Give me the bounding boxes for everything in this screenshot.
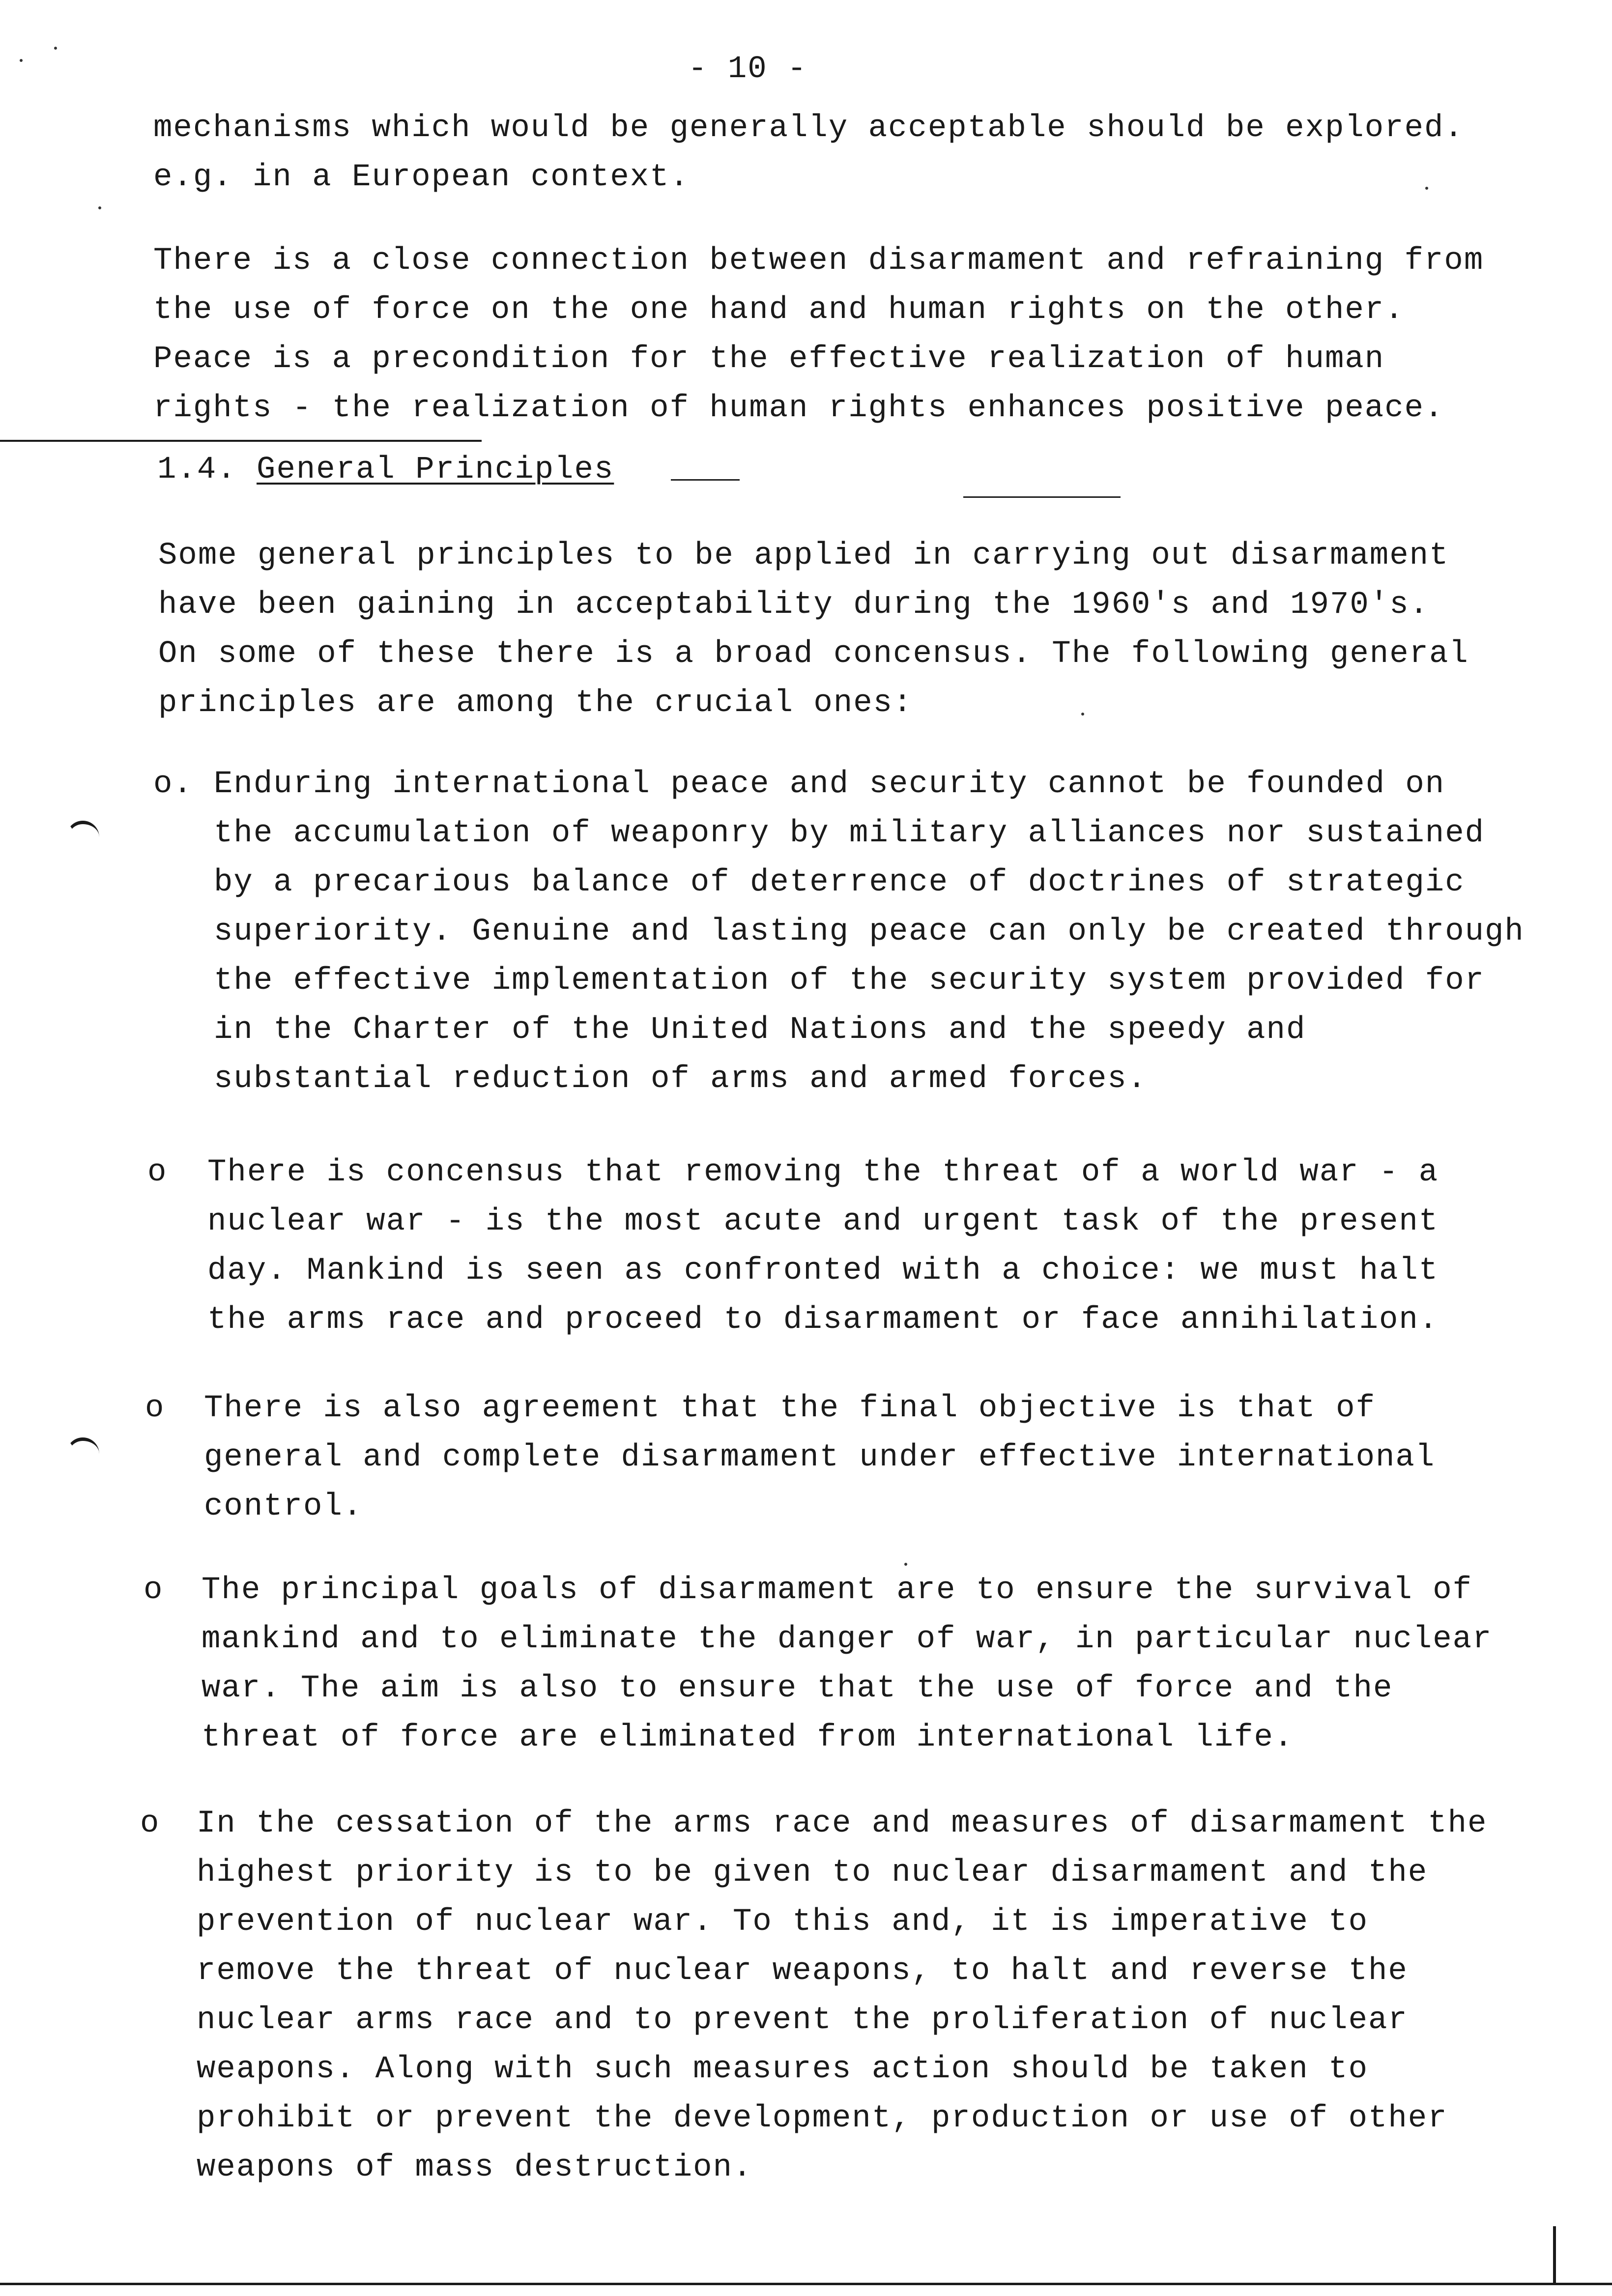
page-bottom-rule	[0, 2283, 1612, 2285]
bullet-line: remove the threat of nuclear weapons, to halt and reverse the	[197, 1953, 1408, 1989]
section-divider	[0, 440, 482, 442]
section-heading	[157, 452, 614, 488]
bullet-line: There is also agreement that the final objective is that of	[204, 1391, 1376, 1426]
section-intro-line: Some general principles to be applied in carrying out disarmament	[158, 538, 1449, 574]
bullet-marker: o.	[153, 767, 193, 802]
bullet-line: nuclear arms race and to prevent the proliferation of nuclear	[197, 2003, 1408, 2038]
bullet-line: in the Charter of the United Nations and the speedy and	[214, 1012, 1306, 1048]
bullet-line: by a precarious balance of deterrence of doctrines of strategic	[214, 865, 1465, 900]
scan-speck	[1081, 713, 1084, 716]
section-intro-line: On some of these there is a broad concensus. The following general	[158, 636, 1469, 672]
intro-line: mechanisms which would be generally acceptable should be explored.	[153, 111, 1464, 146]
scan-speck	[1425, 187, 1428, 190]
bullet-line: control.	[204, 1489, 363, 1524]
bullet-line: the effective implementation of the security system provided for	[214, 963, 1485, 999]
bullet-line: prohibit or prevent the development, production or use of other	[197, 2101, 1448, 2136]
bullet-line: war. The aim is also to ensure that the use of force and the	[202, 1671, 1393, 1706]
page-number: - 10 -	[688, 52, 807, 87]
bullet-line: Enduring international peace and security cannot be founded on	[214, 767, 1445, 802]
bullet-line: day. Mankind is seen as confronted with a choice: we must halt	[207, 1253, 1439, 1289]
bullet-marker: o	[140, 1806, 160, 1841]
bullet-line: In the cessation of the arms race and measures of disarmament the	[197, 1806, 1488, 1841]
section-intro-line: have been gaining in acceptability during the 1960's and 1970's.	[158, 587, 1429, 623]
scan-speck	[54, 47, 57, 50]
bullet-line: The principal goals of disarmament are to ensure the survival of	[202, 1573, 1472, 1608]
bullet-line: There is concensus that removing the threat of a world war - a	[207, 1155, 1439, 1190]
bullet-line: weapons of mass destruction.	[197, 2150, 753, 2185]
bullet-line: mankind and to eliminate the danger of war, in particular nuclear	[202, 1622, 1493, 1657]
bullet-marker: o	[147, 1155, 168, 1190]
bullet-marker: o	[145, 1391, 165, 1426]
bullet-marker: o	[144, 1573, 164, 1608]
scan-speck	[904, 1563, 907, 1566]
bullet-line: superiority. Genuine and lasting peace can only be created through	[214, 914, 1525, 949]
margin-mark	[66, 1437, 99, 1459]
bullet-line: general and complete disarmament under effective international	[204, 1440, 1436, 1475]
bullet-line: prevention of nuclear war. To this and, it is imperative to	[197, 1904, 1368, 1940]
scan-speck	[98, 206, 101, 209]
margin-tick	[1553, 2226, 1556, 2285]
paragraph-line: the use of force on the one hand and human rights on the other.	[153, 292, 1405, 328]
bullet-line: highest priority is to be given to nuclear disarmament and the	[197, 1855, 1428, 1891]
section-intro-line: principles are among the crucial ones:	[158, 686, 913, 721]
intro-line: e.g. in a European context.	[153, 160, 690, 195]
paragraph-line: There is a close connection between disarmament and refraining from	[153, 243, 1484, 279]
section-title: General Principles	[257, 452, 614, 488]
decorative-dash	[963, 496, 1121, 498]
bullet-line: weapons. Along with such measures action should be taken to	[197, 2052, 1368, 2087]
bullet-line: threat of force are eliminated from international life.	[202, 1720, 1294, 1755]
bullet-line: the arms race and proceed to disarmament or face annihilation.	[207, 1302, 1439, 1338]
scan-speck	[20, 59, 23, 62]
bullet-line: substantial reduction of arms and armed forces.	[214, 1062, 1148, 1097]
decorative-dash	[671, 479, 740, 481]
paragraph-line: rights - the realization of human rights enhances positive peace.	[153, 391, 1444, 426]
bullet-line: the accumulation of weaponry by military alliances nor sustained	[214, 816, 1485, 851]
bullet-line: nuclear war - is the most acute and urgent task of the present	[207, 1204, 1439, 1239]
section-number: 1.4.	[157, 452, 237, 488]
margin-mark	[66, 821, 99, 842]
paragraph-line: Peace is a precondition for the effective realization of human	[153, 342, 1385, 377]
